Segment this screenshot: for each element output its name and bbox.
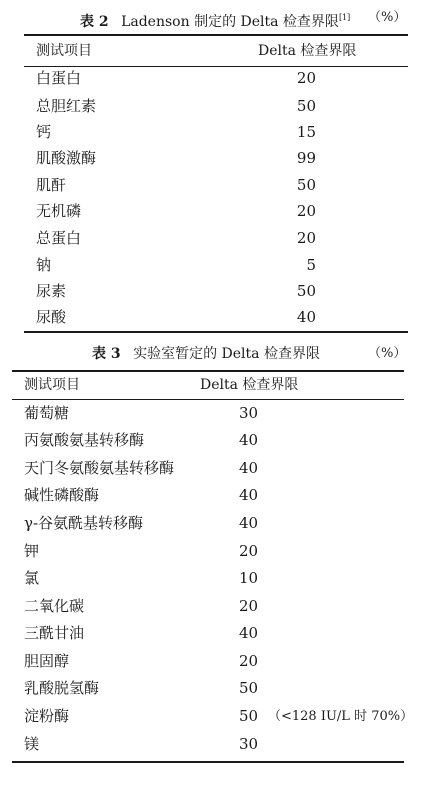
table-row <box>0 63 421 93</box>
delta-limit: 20 <box>296 69 316 87</box>
test-item: 无机磷 <box>36 202 82 220</box>
test-item: γ-谷氨酰基转移酶 <box>24 514 144 532</box>
table2-label: 表 2 <box>80 14 109 30</box>
table3-label: 表 3 <box>92 346 121 362</box>
table-row <box>0 302 421 332</box>
delta-limit: 20 <box>296 229 316 247</box>
table3-unit: （%） <box>368 346 407 361</box>
table-row <box>0 648 421 675</box>
delta-limit: 20 <box>296 202 316 220</box>
test-item: 尿酸 <box>36 308 67 326</box>
delta-limit: 40 <box>296 308 316 326</box>
delta-limit: 30 <box>239 404 259 422</box>
delta-limit: 20 <box>239 597 259 615</box>
test-item: 淀粉酶 <box>24 707 70 725</box>
delta-limit: 50 <box>239 679 259 697</box>
delta-limit: 5 <box>306 256 316 274</box>
delta-limit: 99 <box>296 149 316 167</box>
table-row <box>0 538 421 565</box>
test-item: 总胆红素 <box>36 97 97 115</box>
test-item: 二氧化碳 <box>24 597 85 615</box>
test-item: 钠 <box>36 256 52 274</box>
table-row <box>0 143 421 173</box>
table-row <box>0 427 421 454</box>
table-row <box>0 620 421 647</box>
table-row <box>0 455 421 482</box>
delta-limit: 50 <box>296 97 316 115</box>
test-item: 白蛋白 <box>36 69 82 87</box>
test-item: 丙氨酸氨基转移酶 <box>24 431 145 449</box>
table-row <box>0 482 421 509</box>
test-item: 葡萄糖 <box>24 404 70 422</box>
delta-limit: 50 <box>239 707 259 725</box>
table3-header-item: 测试项目 <box>24 377 80 393</box>
test-item: 肌酐 <box>36 176 67 194</box>
test-item: 碱性磷酸酶 <box>24 486 100 504</box>
table2-header-item: 测试项目 <box>36 43 92 59</box>
test-item: 钾 <box>24 542 40 560</box>
table-row <box>0 675 421 702</box>
table2-unit: （%） <box>368 10 407 25</box>
delta-limit: 40 <box>239 486 259 504</box>
test-item: 胆固醇 <box>24 652 70 670</box>
test-item: 天门冬氨酸氨基转移酶 <box>24 459 175 477</box>
delta-limit: 10 <box>239 569 259 587</box>
test-item: 氯 <box>24 569 40 587</box>
table2-header-row <box>0 36 421 66</box>
test-item: 三酰甘油 <box>24 624 85 642</box>
test-item: 总蛋白 <box>36 229 82 247</box>
table2-title: Ladenson 制定的 Delta 检查界限 <box>121 14 339 30</box>
delta-limit: 15 <box>296 123 316 141</box>
table3-header-row <box>0 372 421 399</box>
delta-limit: 40 <box>239 624 259 642</box>
table2-header-limit: Delta 检查界限 <box>258 43 357 59</box>
delta-limit: 30 <box>239 735 259 753</box>
delta-limit: 40 <box>239 459 259 477</box>
test-item: 乳酸脱氢酶 <box>24 679 100 697</box>
table3-title: 实验室暂定的 Delta 检查界限 <box>133 346 320 362</box>
test-item: 镁 <box>24 735 40 753</box>
table-row <box>0 731 421 758</box>
table2-caption <box>0 8 421 28</box>
table3-header-limit: Delta 检查界限 <box>200 377 299 393</box>
delta-limit: 40 <box>239 514 259 532</box>
delta-limit: 50 <box>296 176 316 194</box>
table3-caption <box>0 344 421 364</box>
table-row <box>0 593 421 620</box>
table-row <box>0 565 421 592</box>
test-item: 肌酸激酶 <box>36 149 97 167</box>
table-row <box>0 400 421 427</box>
test-item: 尿素 <box>36 282 67 300</box>
delta-limit: 20 <box>239 542 259 560</box>
table-row <box>0 510 421 537</box>
test-item: 钙 <box>36 123 52 141</box>
table2-reference: [1] <box>338 13 351 22</box>
delta-limit: 20 <box>239 652 259 670</box>
row-note: （<128 IU/L 时 70%） <box>268 709 414 724</box>
table-row <box>0 196 421 226</box>
table-row <box>0 223 421 253</box>
table-row <box>0 703 421 730</box>
table2-bottom-rule <box>24 331 408 333</box>
table3-bottom-rule <box>12 761 404 763</box>
delta-limit: 40 <box>239 431 259 449</box>
delta-limit: 50 <box>296 282 316 300</box>
